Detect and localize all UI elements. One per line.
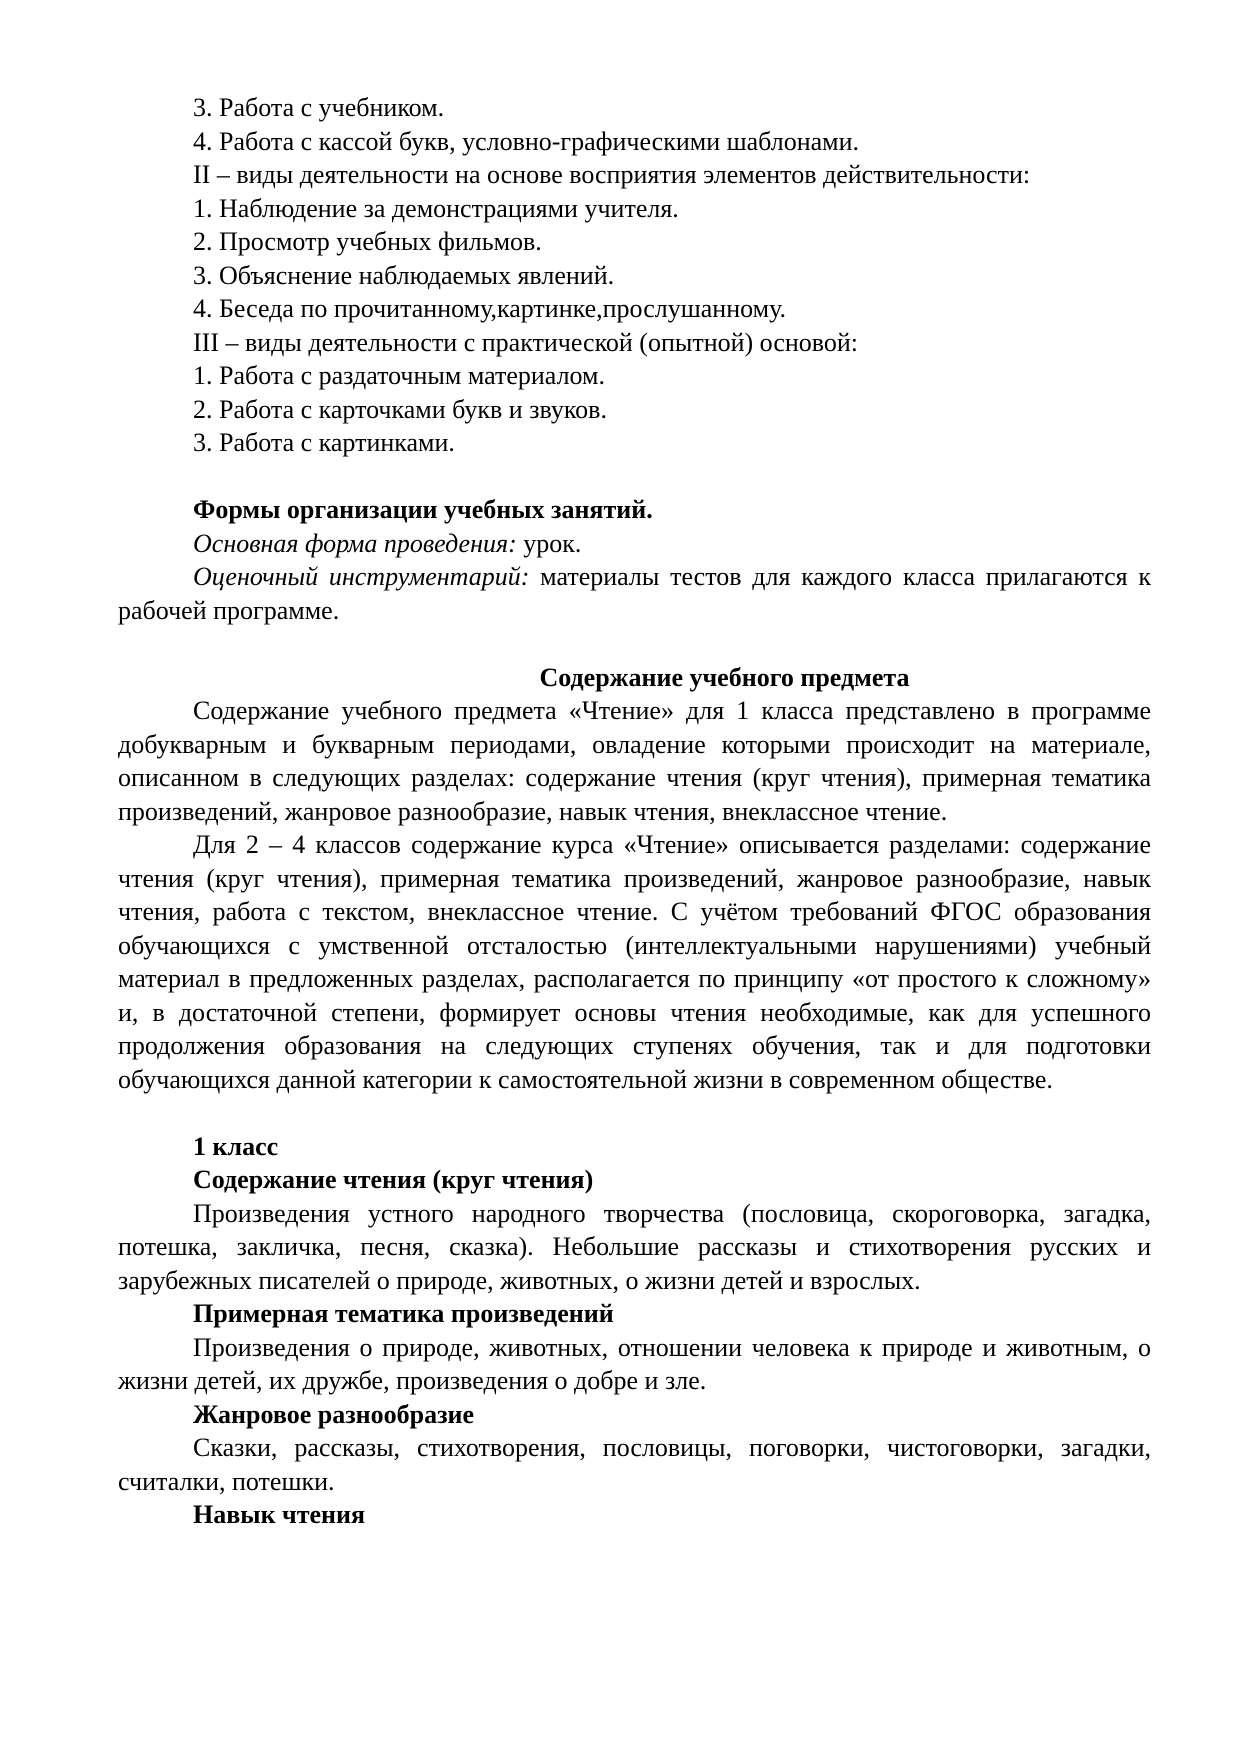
- genres-heading: Жанровое разнообразие: [193, 1399, 475, 1429]
- main-form-label: Основная форма проведения:: [193, 528, 517, 558]
- list-item-group-heading: III – виды деятельности с практической (опытной) основой:: [193, 327, 859, 357]
- list-item: 4. Работа с кассой букв, условно-графическими шаблонами.: [193, 126, 860, 156]
- main-form-line: [118, 527, 1151, 561]
- grade-title: 1 класс: [193, 1131, 279, 1161]
- spacer: [118, 460, 1151, 494]
- main-form-value: урок.: [516, 528, 582, 558]
- content-paragraph-2: Для 2 – 4 классов содержание курса «Чтение» описывается разделами: содержание чтения (круг чтения), примерная тематика произведений, жанровое разнообразие, навык чтения, работа с текстом, внеклассное чтение. С учётом требований ФГОС образования обучающихся с умственной отсталостью (интеллектуальными нарушениями) учебный материал в предложенных разделах, располагается по принципу «от простого к сложному» и, в достаточной степени, формирует основы чтения необходимые, как для успешного продолжения образования на следующих ступенях обучения, так и для подготовки обучающихся данной категории к самостоятельной жизни в современном обществе.: [118, 830, 1151, 1094]
- list-item: 1. Наблюдение за демонстрациями учителя.: [193, 193, 679, 223]
- reading-content-text: Произведения устного народного творчества (пословица, скороговорка, загадка, потешка, закличка, песня, сказка). Небольшие рассказы и стихотворения русских и зарубежных писателей о природе, животных, о жизни детей и взрослых.: [118, 1198, 1151, 1295]
- list-item: 2. Работа с карточками букв и звуков.: [193, 394, 607, 424]
- themes-text: Произведения о природе, животных, отношении человека к природе и животным, о жизни детей, их дружбе, произведения о добре и зле.: [118, 1332, 1151, 1395]
- spacer: [118, 1096, 1151, 1130]
- forms-heading: Формы организации учебных занятий.: [193, 495, 653, 524]
- list-item-group-heading: II – виды деятельности на основе восприятия элементов действительности:: [193, 160, 1031, 189]
- reading-content-heading: Содержание чтения (круг чтения): [193, 1165, 594, 1194]
- content-paragraph-1: Содержание учебного предмета «Чтение» для 1 класса представлено в программе добукварным и букварным периодами, овладение которыми происходит на материале, описанном в следующих разделах: содержание чтения (круг чтения), примерная тематика произведений, жанровое разнообразие, навык чтения, внеклассное чтение.: [118, 696, 1151, 826]
- list-item: 4. Беседа по прочитанному,картинке,прослушанному.: [193, 294, 786, 323]
- list-item: 3. Работа с учебником.: [193, 93, 445, 122]
- list-item: 2. Просмотр учебных фильмов.: [193, 227, 542, 256]
- assessment-label: Оценочный инструментарий:: [193, 562, 530, 591]
- list-item: 3. Работа с картинками.: [193, 428, 455, 457]
- content-section-heading: Содержание учебного предмета: [539, 662, 910, 692]
- list-item: 1. Работа с раздаточным материалом.: [193, 361, 606, 390]
- genres-text: Сказки, рассказы, стихотворения, пословицы, поговорки, чистоговорки, загадки, считалки, потешки.: [118, 1433, 1151, 1496]
- assessment-paragraph: [118, 560, 1151, 627]
- themes-heading: Примерная тематика произведений: [193, 1299, 614, 1328]
- skill-heading: Навык чтения: [193, 1500, 366, 1529]
- assessment-value: материалы тестов для каждого класса прилагаются к рабочей программе.: [118, 562, 1151, 625]
- page-content: [118, 91, 1151, 1532]
- spacer: [118, 627, 1151, 661]
- list-item: 3. Объяснение наблюдаемых явлений.: [193, 260, 615, 290]
